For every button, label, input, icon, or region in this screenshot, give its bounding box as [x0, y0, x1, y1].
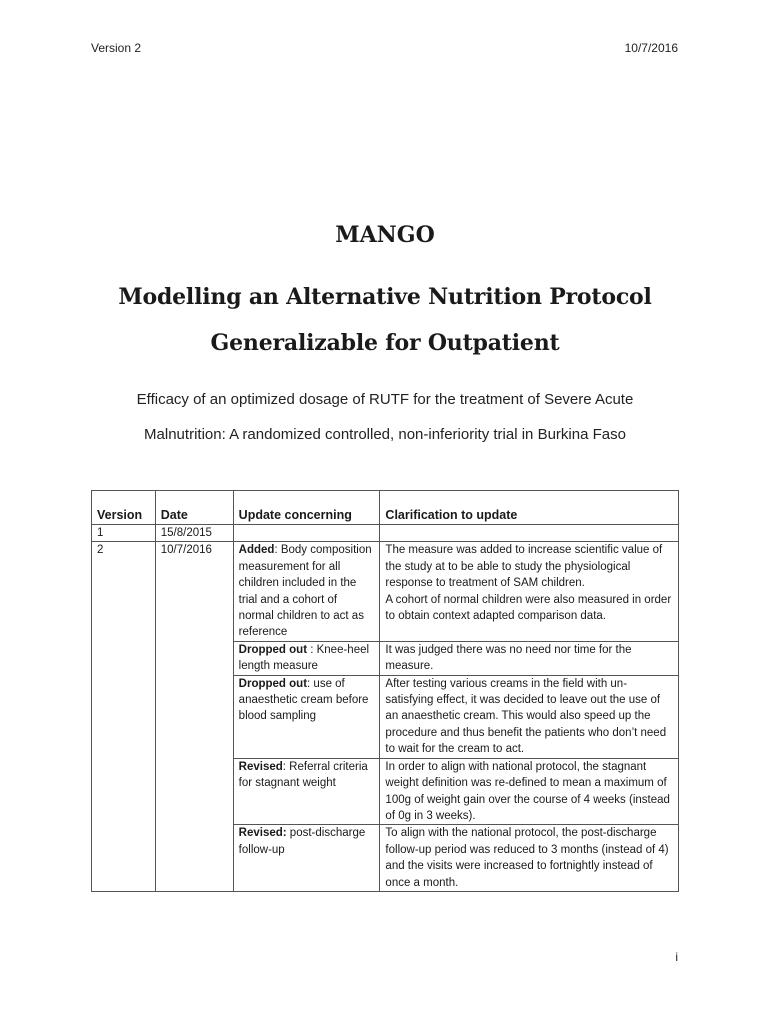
page-number: i	[675, 950, 678, 964]
clarification-cell	[380, 542, 679, 641]
column-header-version: Version	[92, 491, 156, 525]
date-cell: 15/8/2015	[155, 525, 233, 542]
update-cell	[233, 525, 380, 542]
column-header-date: Date	[155, 491, 233, 525]
update-description: : use of anaesthetic cream before blood sampling	[238, 677, 369, 723]
study-acronym: MANGO	[335, 222, 435, 248]
clarification-text-2: A cohort of normal children were also measured in order to obtain context adapted comparison data.	[385, 593, 672, 623]
version-history-table	[91, 490, 679, 892]
update-type-label: Revised	[238, 760, 283, 773]
date-cell-empty	[155, 758, 233, 825]
table-row-version-2-update-4	[92, 758, 679, 825]
study-subtitle-line-1: Efficacy of an optimized dosage of RUTF for the treatment of Severe Acute	[136, 391, 634, 408]
date-cell-empty	[155, 641, 233, 675]
update-cell	[233, 675, 380, 758]
update-description: : Knee-heel length measure	[238, 643, 370, 673]
clarification-cell: In order to align with national protocol, the stagnant weight definition was re-defined to mean a maximum of 100g of weight gain over the course of 4 weeks (instead of 0g in 3 weeks).	[380, 758, 679, 825]
update-cell	[233, 825, 380, 892]
update-cell	[233, 641, 380, 675]
column-header-update-concerning: Update concerning	[233, 491, 380, 525]
date-cell: 10/7/2016	[155, 542, 233, 641]
update-description: : Body composition measurement for all children included in the trial and a cohort of normal children to act as reference	[238, 544, 372, 639]
clarification-cell: After testing various creams in the field with un-satisfying effect, it was decided to leave out the use of an anaesthetic cream. This would also speed up the procedure and thus benefit the patients who don’t need to wait for the cream to act.	[380, 675, 679, 758]
update-type-label: Dropped out	[238, 677, 308, 690]
update-type-label: Dropped out	[238, 643, 308, 656]
table-row-version-2-update-1	[92, 542, 679, 641]
clarification-text: The measure was added to increase scientific value of the study at to be able to study the physiological response to treatment of SAM children.	[385, 544, 663, 590]
date-cell-empty	[155, 675, 233, 758]
version-cell-empty	[92, 758, 156, 825]
clarification-cell: To align with the national protocol, the post-discharge follow-up period was reduced to 3 months (instead of 4) and the visits were increased to fortnightly instead of once a month.	[380, 825, 679, 892]
update-type-label: Revised:	[238, 827, 287, 840]
header-date: 10/7/2016	[624, 41, 678, 55]
version-cell-empty	[92, 825, 156, 892]
clarification-cell: It was judged there was no need nor time for the measure.	[380, 641, 679, 675]
version-cell-empty	[92, 641, 156, 675]
date-cell-empty	[155, 825, 233, 892]
clarification-cell	[380, 525, 679, 542]
table-row-version-2-update-5	[92, 825, 679, 892]
update-description: : Referral criteria for stagnant weight	[238, 760, 368, 790]
header-version: Version 2	[91, 41, 142, 55]
table-row-version-1	[92, 525, 679, 542]
update-cell	[233, 542, 380, 641]
column-header-clarification: Clarification to update	[380, 491, 679, 525]
table-header-row	[92, 491, 679, 525]
version-cell: 2	[92, 542, 156, 641]
table-row-version-2-update-3	[92, 675, 679, 758]
study-title-line-2: Generalizable for Outpatient	[210, 330, 560, 356]
version-cell: 1	[92, 525, 156, 542]
update-type-label: Added	[238, 544, 275, 557]
table-row-version-2-update-2	[92, 641, 679, 675]
version-cell-empty	[92, 675, 156, 758]
update-description: post-discharge follow-up	[238, 827, 366, 856]
study-title-line-1: Modelling an Alternative Nutrition Protocol	[118, 284, 652, 310]
update-cell	[233, 758, 380, 825]
study-subtitle-line-2: Malnutrition: A randomized controlled, non-inferiority trial in Burkina Faso	[144, 426, 626, 443]
